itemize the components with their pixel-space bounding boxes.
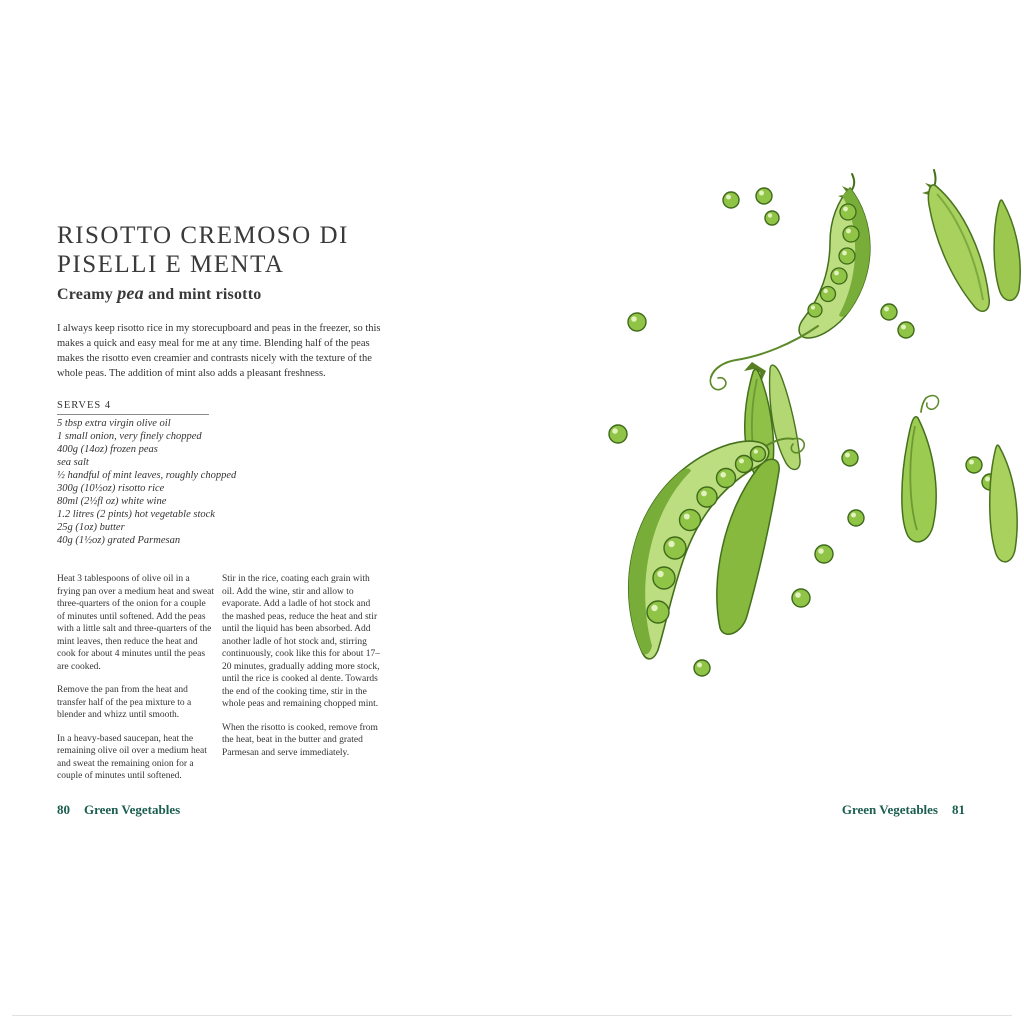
illustration-page	[600, 160, 1024, 760]
ingredient: 25g (1oz) butter	[57, 522, 125, 534]
method-paragraph: Remove the pan from the heat and transfer half of the pea mixture to a blender and whizz until smooth.	[57, 685, 192, 721]
ingredient: ½ handful of mint leaves, roughly chopped	[57, 470, 237, 482]
section-label-left: Green Vegetables	[84, 802, 181, 817]
ingredient: 1.2 litres (2 pints) hot vegetable stock	[57, 509, 215, 521]
method-column-2	[222, 573, 384, 770]
pea-pods-illustration	[600, 160, 1024, 760]
method-paragraph: Heat 3 tablespoons of olive oil in a frying pan over a medium heat and sweat three-quarters of the onion for a couple of minutes until softened. Add the peas with a little salt and three-quarters of the mint leaves, then reduce the heat and cook for about 4 minutes until the peas are cooked.	[57, 574, 214, 672]
pea-pod-right	[902, 396, 939, 542]
subtitle-suffix: and mint risotto	[143, 286, 262, 303]
pea-pod-edge-lower	[990, 445, 1017, 562]
ingredient: 1 small onion, very finely chopped	[57, 431, 202, 443]
recipe-title	[57, 222, 349, 280]
page-number-left: 80	[57, 802, 70, 817]
page-edge-line	[12, 1015, 1012, 1016]
recipe-title-line2: PISELLI E MENTA	[57, 250, 285, 278]
recipe-title-line1: RISOTTO CREMOSO DI	[57, 222, 349, 249]
subtitle-prefix: Creamy	[57, 286, 118, 303]
pea-pod-top-right	[922, 170, 989, 311]
ingredient: 5 tbsp extra virgin olive oil	[57, 418, 171, 429]
right-page-footer	[842, 802, 965, 818]
method-paragraph: When the risotto is cooked, remove from the heat, beat in the butter and grated Parmesan and serve immediately.	[222, 722, 378, 758]
recipe-subtitle	[57, 283, 261, 304]
ingredient-list	[57, 417, 302, 547]
method-paragraph: Stir in the rice, coating each grain with oil. Add the wine, stir and allow to evaporate. Add a ladle of hot stock and the mashed peas, reduce the heat and stir until the liquid has been absorbed. Add another ladle of hot stock and, stirring continuously, cook like this for about 17–20 minutes, gradually adding more stock, until the rice is cooked al dente. Towards the end of the cooking time, stir in the whole peas and remaining chopped mint.	[222, 574, 380, 710]
pea-pod-open-top	[799, 174, 870, 338]
section-label-right: Green Vegetables	[841, 802, 938, 817]
pea-pod-large-open	[629, 438, 805, 658]
pea-pod-edge-top	[994, 200, 1020, 300]
ingredient: 400g (14oz) frozen peas	[57, 444, 158, 456]
page-number-right: 81	[952, 802, 965, 817]
ingredient: 300g (10½oz) risotto rice	[57, 483, 165, 495]
method-column-1	[57, 573, 215, 794]
method-paragraph: In a heavy-based saucepan, heat the remaining olive oil over a medium heat and sweat the remaining onion for a couple of minutes until softened.	[57, 733, 207, 782]
ingredient: 80ml (2½fl oz) white wine	[57, 496, 167, 508]
ingredient: sea salt	[57, 457, 89, 469]
left-page-footer	[57, 802, 180, 818]
recipe-intro: I always keep risotto rice in my storecupboard and peas in the freezer, so this makes a quick and easy meal for me at any time. Blending half of the peas makes the risotto even creamier and contrasts nicely with the texture of the whole peas. The addition of mint also adds a pleasant freshness.	[57, 323, 381, 379]
subtitle-emphasis: pea	[117, 283, 144, 303]
serves-heading: SERVES 4	[57, 400, 209, 415]
ingredient: 40g (1½oz) grated Parmesan	[57, 535, 181, 547]
